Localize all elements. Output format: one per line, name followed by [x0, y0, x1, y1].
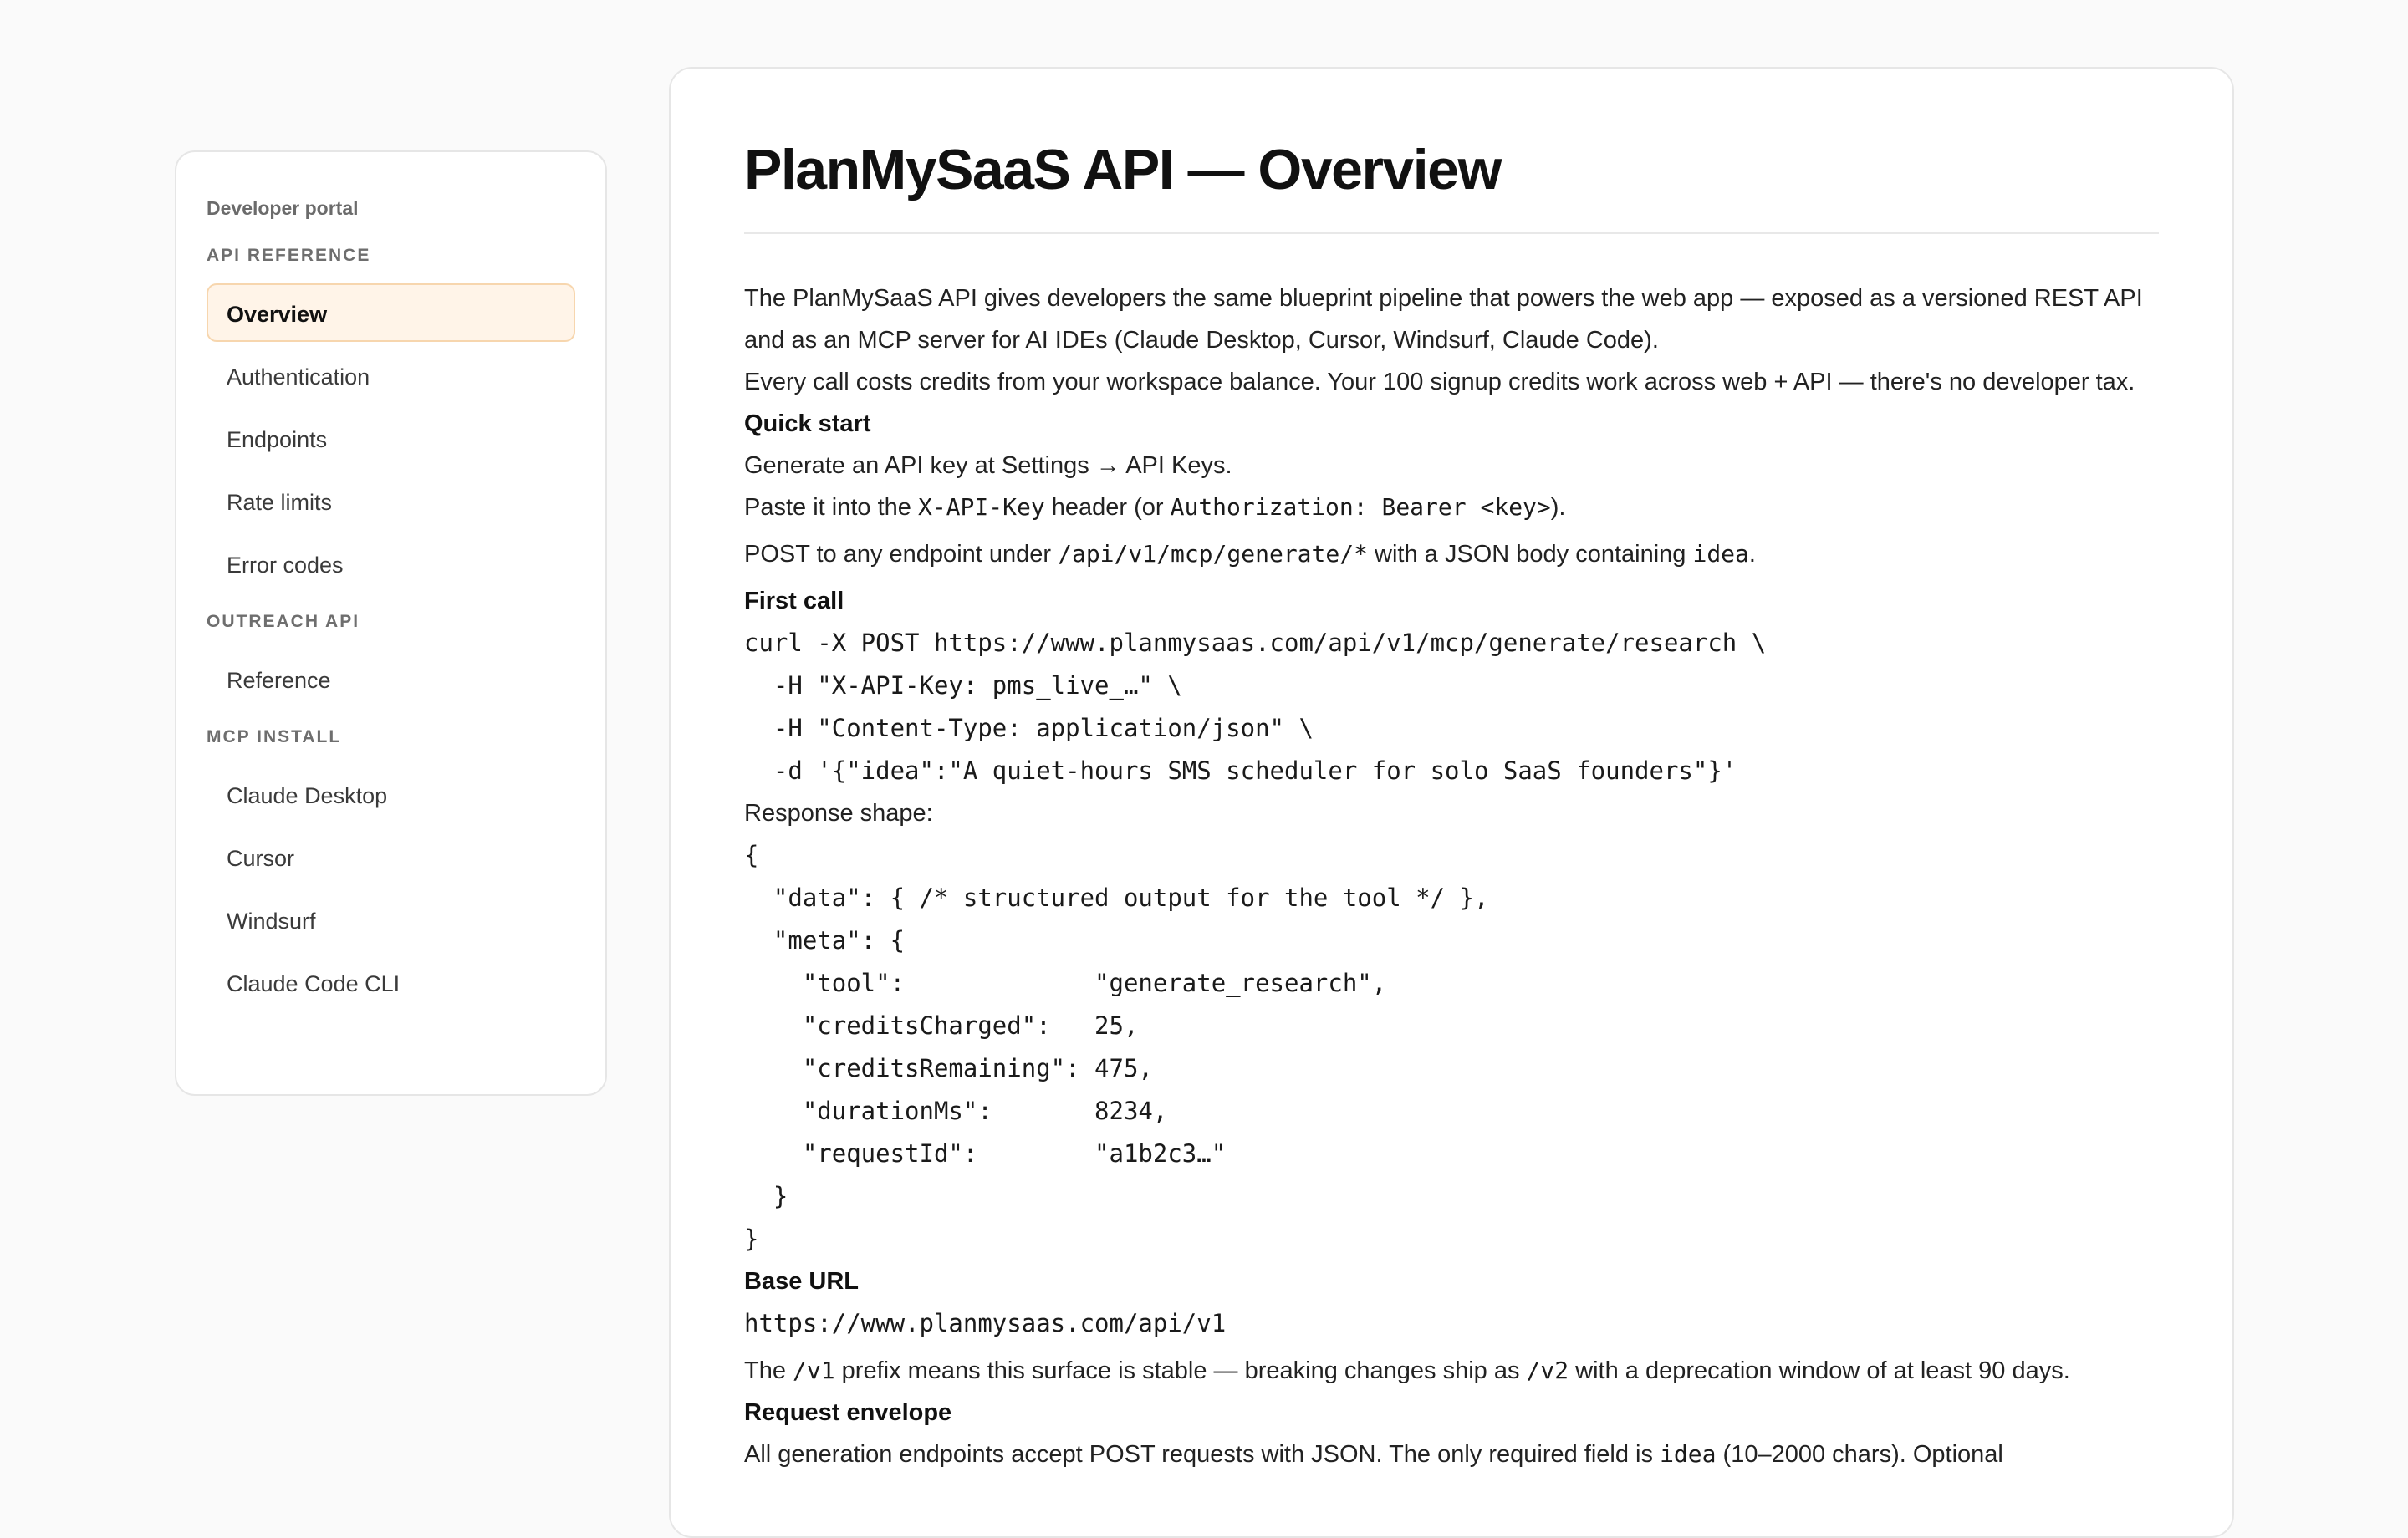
sidebar-item-authentication[interactable]: Authentication: [227, 364, 370, 390]
code-line: "creditsCharged": 25,: [744, 1011, 1139, 1040]
quick-start-step-2: [744, 486, 2159, 528]
code-line: }: [744, 1182, 788, 1210]
step-2-text-pre: Paste it into the: [744, 494, 918, 521]
step-2-text-mid: header (or: [1044, 494, 1171, 521]
request-envelope-text: [744, 1434, 2159, 1475]
envelope-text-post: (10–2000 chars). Optional: [1716, 1441, 2003, 1468]
sidebar-item-error-codes[interactable]: Error codes: [227, 553, 344, 578]
code-line: "requestId": "a1b2c3…": [744, 1139, 1227, 1168]
portal-label: Developer portal: [207, 197, 359, 219]
idea-field-code: idea: [1660, 1440, 1717, 1468]
sidebar-item-endpoints[interactable]: Endpoints: [227, 427, 328, 452]
code-line: "data": { /* structured output for the tool */ },: [744, 884, 1489, 912]
step-3-text-pre: POST to any endpoint under: [744, 541, 1059, 568]
section-title-api-reference: API REFERENCE: [207, 246, 371, 265]
auth-header-code: Authorization: Bearer <key>: [1170, 493, 1551, 521]
idea-field-code: idea: [1692, 540, 1749, 568]
main-content: [669, 67, 2234, 1538]
sidebar-item-reference[interactable]: Reference: [227, 668, 331, 693]
response-shape-heading: Response shape:: [744, 800, 933, 827]
code-line: "durationMs": 8234,: [744, 1097, 1168, 1125]
section-title-outreach-api: OUTREACH API: [207, 612, 360, 631]
response-code-block: [744, 834, 2159, 1260]
code-line: }: [744, 1225, 759, 1253]
sidebar-item-claude-code-cli[interactable]: Claude Code CLI: [227, 971, 400, 996]
base-url-heading: Base URL: [744, 1268, 859, 1295]
code-line: -H "Content-Type: application/json" \: [744, 714, 1314, 742]
envelope-text-pre: All generation endpoints accept POST requests with JSON. The only required field is: [744, 1441, 1661, 1468]
versioning-text-post: with a deprecation window of at least 90 days.: [1569, 1357, 2070, 1384]
page-title: PlanMySaaS API — Overview: [744, 138, 1501, 201]
sidebar-item-claude-desktop[interactable]: Claude Desktop: [227, 783, 388, 808]
section-title-mcp-install: MCP INSTALL: [207, 727, 342, 746]
endpoint-path-code: /api/v1/mcp/generate/*: [1058, 540, 1368, 568]
first-call-code-block: [744, 622, 2159, 792]
code-line: "creditsRemaining": 475,: [744, 1054, 1153, 1082]
code-line: {: [744, 841, 759, 869]
versioning-text-pre: The: [744, 1357, 793, 1384]
code-line: -H "X-API-Key: pms_live_…" \: [744, 671, 1182, 700]
intro-paragraph: The PlanMySaaS API gives developers the same blueprint pipeline that powers the web app — exposed as a versioned REST API and as an MCP server for AI IDEs (Claude Desktop, Cursor, Windsurf, Claude Code).: [744, 285, 2143, 354]
step-2-text-post: ).: [1550, 494, 1566, 521]
quick-start-step-1: Generate an API key at Settings → API Keys.: [744, 452, 1232, 479]
sidebar-item-cursor[interactable]: Cursor: [227, 846, 295, 871]
code-line: curl -X POST https://www.planmysaas.com/api/v1/mcp/generate/research \: [744, 629, 1767, 657]
step-3-text-mid: with a JSON body containing: [1367, 541, 1693, 568]
versioning-text-mid: prefix means this surface is stable — breaking changes ship as: [834, 1357, 1527, 1384]
v1-prefix-code: /v1: [793, 1357, 835, 1384]
quick-start-heading: Quick start: [744, 410, 871, 437]
v2-prefix-code: /v2: [1526, 1357, 1569, 1384]
code-line: "meta": {: [744, 926, 906, 955]
base-url-code: https://www.planmysaas.com/api/v1: [744, 1309, 1227, 1337]
header-name-code: X-API-Key: [917, 493, 1045, 521]
quick-start-step-3: [744, 533, 2159, 575]
versioning-note: [744, 1350, 2159, 1392]
code-line: -d '{"idea":"A quiet-hours SMS scheduler for solo SaaS founders"}': [744, 756, 1737, 785]
sidebar-item-overview[interactable]: Overview: [207, 283, 575, 342]
title-divider: [744, 232, 2159, 234]
sidebar: [175, 150, 607, 1096]
sidebar-item-rate-limits[interactable]: Rate limits: [227, 490, 333, 515]
first-call-heading: First call: [744, 588, 844, 614]
sidebar-item-windsurf[interactable]: Windsurf: [227, 909, 316, 934]
step-3-text-post: .: [1748, 541, 1756, 568]
code-line: "tool": "generate_research",: [744, 969, 1387, 997]
credits-paragraph: Every call costs credits from your workspace balance. Your 100 signup credits work across web + API — there's no developer tax.: [744, 369, 2135, 395]
request-envelope-heading: Request envelope: [744, 1399, 952, 1426]
